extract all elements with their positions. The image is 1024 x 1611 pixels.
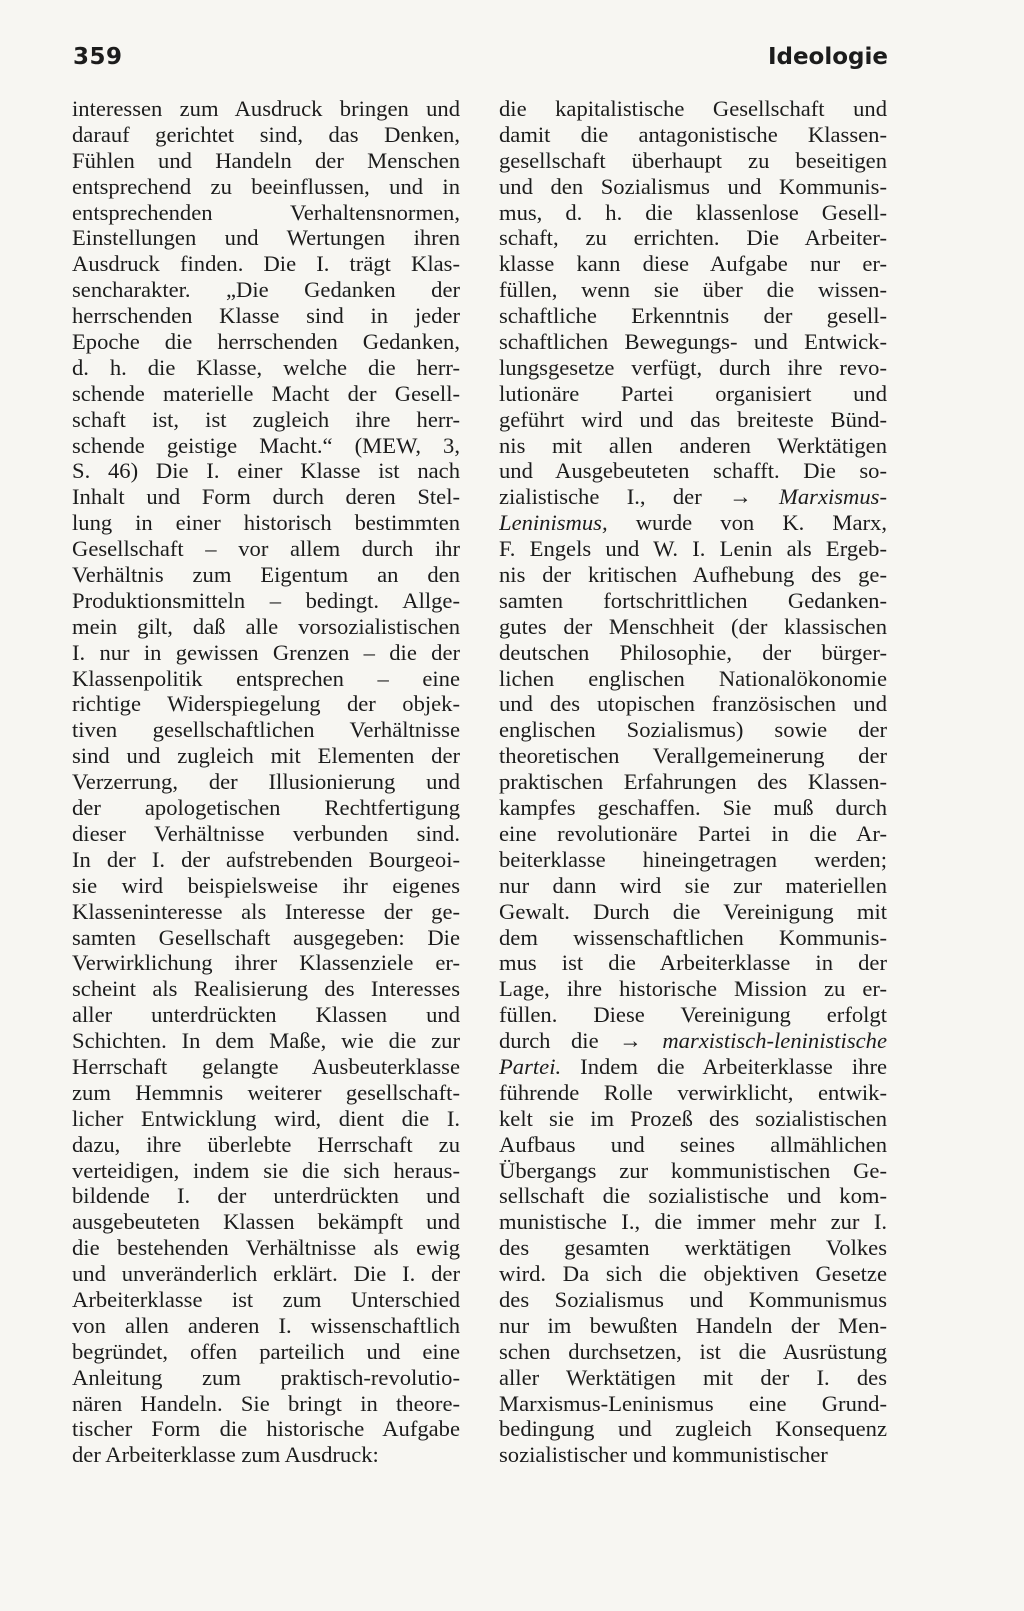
text-line: englischen Sozialismus) sowie der [499, 717, 887, 743]
text-line: mein gilt, daß alle vorsozialistischen [72, 613, 460, 639]
text-line: lung in einer historisch bestimmten [72, 510, 460, 536]
text-line: füllen, wenn sie über die wissen- [499, 277, 887, 303]
text-line: begründet, offen parteilich und eine [72, 1338, 460, 1364]
text-line: richtige Widerspiegelung der objek- [72, 691, 460, 717]
page-header [73, 44, 888, 84]
text-line: interessen zum Ausdruck bringen und [72, 96, 460, 121]
text-line: und den Sozialismus und Kommunis- [499, 173, 887, 199]
text-line: und unveränderlich erklärt. Die I. der [72, 1261, 460, 1287]
text-line: und des utopischen französischen und [499, 691, 887, 717]
text-line: nis der kritischen Aufhebung des ge- [499, 562, 887, 588]
text-line: Verhältnis zum Eigentum an den [72, 562, 460, 588]
text-line: Gesellschaft – vor allem durch ihr [72, 536, 460, 562]
text-line: entsprechenden Verhaltensnormen, [72, 199, 460, 225]
text-line: mus ist die Arbeiterklasse in der [499, 950, 887, 976]
text-line: sencharakter. „Die Gedanken der [72, 277, 460, 303]
text-line: sind und zugleich mit Elementen der [72, 743, 460, 769]
text-line: verteidigen, indem sie die sich heraus- [72, 1157, 460, 1183]
text-line: und Ausgebeuteten schafft. Die so- [499, 458, 887, 484]
cross-reference-link[interactable]: Leninismus, [499, 510, 608, 536]
text-line: dieser Verhältnisse verbunden sind. [72, 820, 460, 846]
text-line: schende materielle Macht der Gesell- [72, 380, 460, 406]
text-line: lutionäre Partei organisiert und [499, 380, 887, 406]
text-line: gesellschaft überhaupt zu beseitigen [499, 147, 887, 173]
text-line: des gesamten werktätigen Volkes [499, 1235, 887, 1261]
text-line: der apologetischen Rechtfertigung [72, 795, 460, 821]
page-number: 359 [73, 44, 123, 70]
text-line: In der I. der aufstrebenden Bourgeoi- [72, 846, 460, 872]
text-line: der Arbeiterklasse zum Ausdruck: [72, 1442, 379, 1468]
text-line: schaft ist, ist zugleich ihre herr- [72, 406, 460, 432]
text-line: zum Hemmnis weiterer gesellschaft- [72, 1079, 460, 1105]
text-line: Marxismus-Leninismus eine Grund- [499, 1390, 887, 1416]
text-line: Klasseninteresse als Interesse der ge- [72, 898, 460, 924]
text-line: mus, d. h. die klassenlose Gesell- [499, 199, 887, 225]
text-line-crossref-leninismus [499, 510, 887, 536]
running-head: Ideologie [767, 44, 888, 70]
text-line: kampfes geschaffen. Sie muß durch [499, 795, 887, 821]
text-line: die kapitalistische Gesellschaft und [499, 96, 887, 121]
text-line: nären Handeln. Sie bringt in theore- [72, 1390, 460, 1416]
line-text: wurde von K. Marx, [635, 510, 887, 536]
text-line: schen durchsetzen, ist die Ausrüstung [499, 1338, 887, 1364]
line-text: zialistische I., der [499, 484, 702, 510]
text-line: d. h. die Klasse, welche die herr- [72, 354, 460, 380]
text-line: des Sozialismus und Kommunismus [499, 1286, 887, 1312]
text-line: Einstellungen und Wertungen ihren [72, 225, 460, 251]
text-line: schaftliche Erkenntnis der gesell- [499, 303, 887, 329]
cross-reference-link[interactable]: Partei. [499, 1053, 562, 1079]
text-line: von allen anderen I. wissenschaftlich [72, 1312, 460, 1338]
text-line-crossref-marxismus [499, 484, 887, 510]
text-line: Klassenpolitik entsprechen – eine [72, 665, 460, 691]
text-line: munistische I., die immer mehr zur I. [499, 1209, 887, 1235]
text-line: sellschaft die sozialistische und kom- [499, 1183, 887, 1209]
text-line-crossref-partei [499, 1028, 887, 1054]
text-line: Inhalt und Form durch deren Stel- [72, 484, 460, 510]
text-line: tiven gesellschaftlichen Verhältnisse [72, 717, 460, 743]
text-line: gutes der Menschheit (der klassischen [499, 613, 887, 639]
text-line: schaftlichen Bewegungs- und Entwick- [499, 329, 887, 355]
text-line: Anleitung zum praktisch-revolutio- [72, 1364, 460, 1390]
text-line: herrschenden Klasse sind in jeder [72, 303, 460, 329]
text-line: F. Engels und W. I. Lenin als Ergeb- [499, 536, 887, 562]
text-line: I. nur in gewissen Grenzen – die der [72, 639, 460, 665]
text-line: nur dann wird sie zur materiellen [499, 872, 887, 898]
text-line: kelt sie im Prozeß des sozialistischen [499, 1105, 887, 1131]
text-line: füllen. Diese Vereinigung erfolgt [499, 1002, 887, 1028]
text-line: tischer Form die historische Aufgabe [72, 1416, 460, 1442]
text-line: samten Gesellschaft ausgegeben: Die [72, 924, 460, 950]
text-line: schende geistige Macht.“ (MEW, 3, [72, 432, 460, 458]
text-line: nur im bewußten Handeln der Men- [499, 1312, 887, 1338]
text-line: eine revolutionäre Partei in die Ar- [499, 820, 887, 846]
text-line: geführt wird und das breiteste Bünd- [499, 406, 887, 432]
cross-reference-link[interactable]: Marxismus- [779, 484, 887, 510]
text-line: Fühlen und Handeln der Menschen [72, 147, 460, 173]
text-line: Herrschaft gelangte Ausbeuterklasse [72, 1053, 460, 1079]
text-line: licher Entwicklung wird, dient die I. [72, 1105, 460, 1131]
text-line: Gewalt. Durch die Vereinigung mit [499, 898, 887, 924]
text-line: sozialistischer und kommunistischer [499, 1442, 828, 1468]
text-line: wird. Da sich die objektiven Gesetze [499, 1261, 887, 1287]
text-line: schaft, zu errichten. Die Arbeiter- [499, 225, 887, 251]
text-line: dem wissenschaftlichen Kommunis- [499, 924, 887, 950]
text-line: bildende I. der unterdrückten und [72, 1183, 460, 1209]
text-line: samten fortschrittlichen Gedanken- [499, 587, 887, 613]
text-line: Verzerrung, der Illusionierung und [72, 769, 460, 795]
text-line: bedingung und zugleich Konsequenz [499, 1416, 887, 1442]
text-line: ausgebeuteten Klassen bekämpft und [72, 1209, 460, 1235]
text-line: aller Werktätigen mit der I. des [499, 1364, 887, 1390]
cross-reference-arrow-icon: → [729, 484, 752, 510]
cross-reference-arrow-icon: → [619, 1028, 642, 1054]
text-line: Arbeiterklasse ist zum Unterschied [72, 1286, 460, 1312]
text-line: Schichten. In dem Maße, wie die zur [72, 1028, 460, 1054]
text-line: S. 46) Die I. einer Klasse ist nach [72, 458, 460, 484]
text-line: Ausdruck finden. Die I. trägt Klas- [72, 251, 460, 277]
text-line: damit die antagonistische Klassen- [499, 121, 887, 147]
text-line: aller unterdrückten Klassen und [72, 1002, 460, 1028]
text-line: Übergangs zur kommunistischen Ge- [499, 1157, 887, 1183]
left-column [72, 96, 460, 1468]
cross-reference-link[interactable]: marxistisch-leninistische [662, 1028, 887, 1054]
text-line: beiterklasse hineingetragen werden; [499, 846, 887, 872]
text-line: deutschen Philosophie, der bürger- [499, 639, 887, 665]
text-line: Lage, ihre historische Mission zu er- [499, 976, 887, 1002]
text-line: scheint als Realisierung des Interesses [72, 976, 460, 1002]
text-line: darauf gerichtet sind, das Denken, [72, 121, 460, 147]
text-line: sie wird beispielsweise ihr eigenes [72, 872, 460, 898]
text-line: nis mit allen anderen Werktätigen [499, 432, 887, 458]
text-line-crossref-partei-cont [499, 1054, 887, 1080]
text-line: dazu, ihre überlebte Herrschaft zu [72, 1131, 460, 1157]
text-line: Verwirklichung ihrer Klassenziele er- [72, 950, 460, 976]
text-line: entsprechend zu beeinflussen, und in [72, 173, 460, 199]
text-line: lungsgesetze verfügt, durch ihre revo- [499, 354, 887, 380]
line-text: durch die [499, 1028, 599, 1054]
right-column [499, 96, 887, 1468]
text-line: Produktionsmitteln – bedingt. Allge- [72, 587, 460, 613]
line-text: Indem die Arbeiterklasse ihre [580, 1053, 887, 1079]
text-line: praktischen Erfahrungen des Klassen- [499, 769, 887, 795]
text-line: lichen englischen Nationalökonomie [499, 665, 887, 691]
text-line: klasse kann diese Aufgabe nur er- [499, 251, 887, 277]
text-line: theoretischen Verallgemeinerung der [499, 743, 887, 769]
text-line: Aufbaus und seines allmählichen [499, 1131, 887, 1157]
text-line: führende Rolle verwirklicht, entwik- [499, 1079, 887, 1105]
text-line: Epoche die herrschenden Gedanken, [72, 329, 460, 355]
text-line: die bestehenden Verhältnisse als ewig [72, 1235, 460, 1261]
